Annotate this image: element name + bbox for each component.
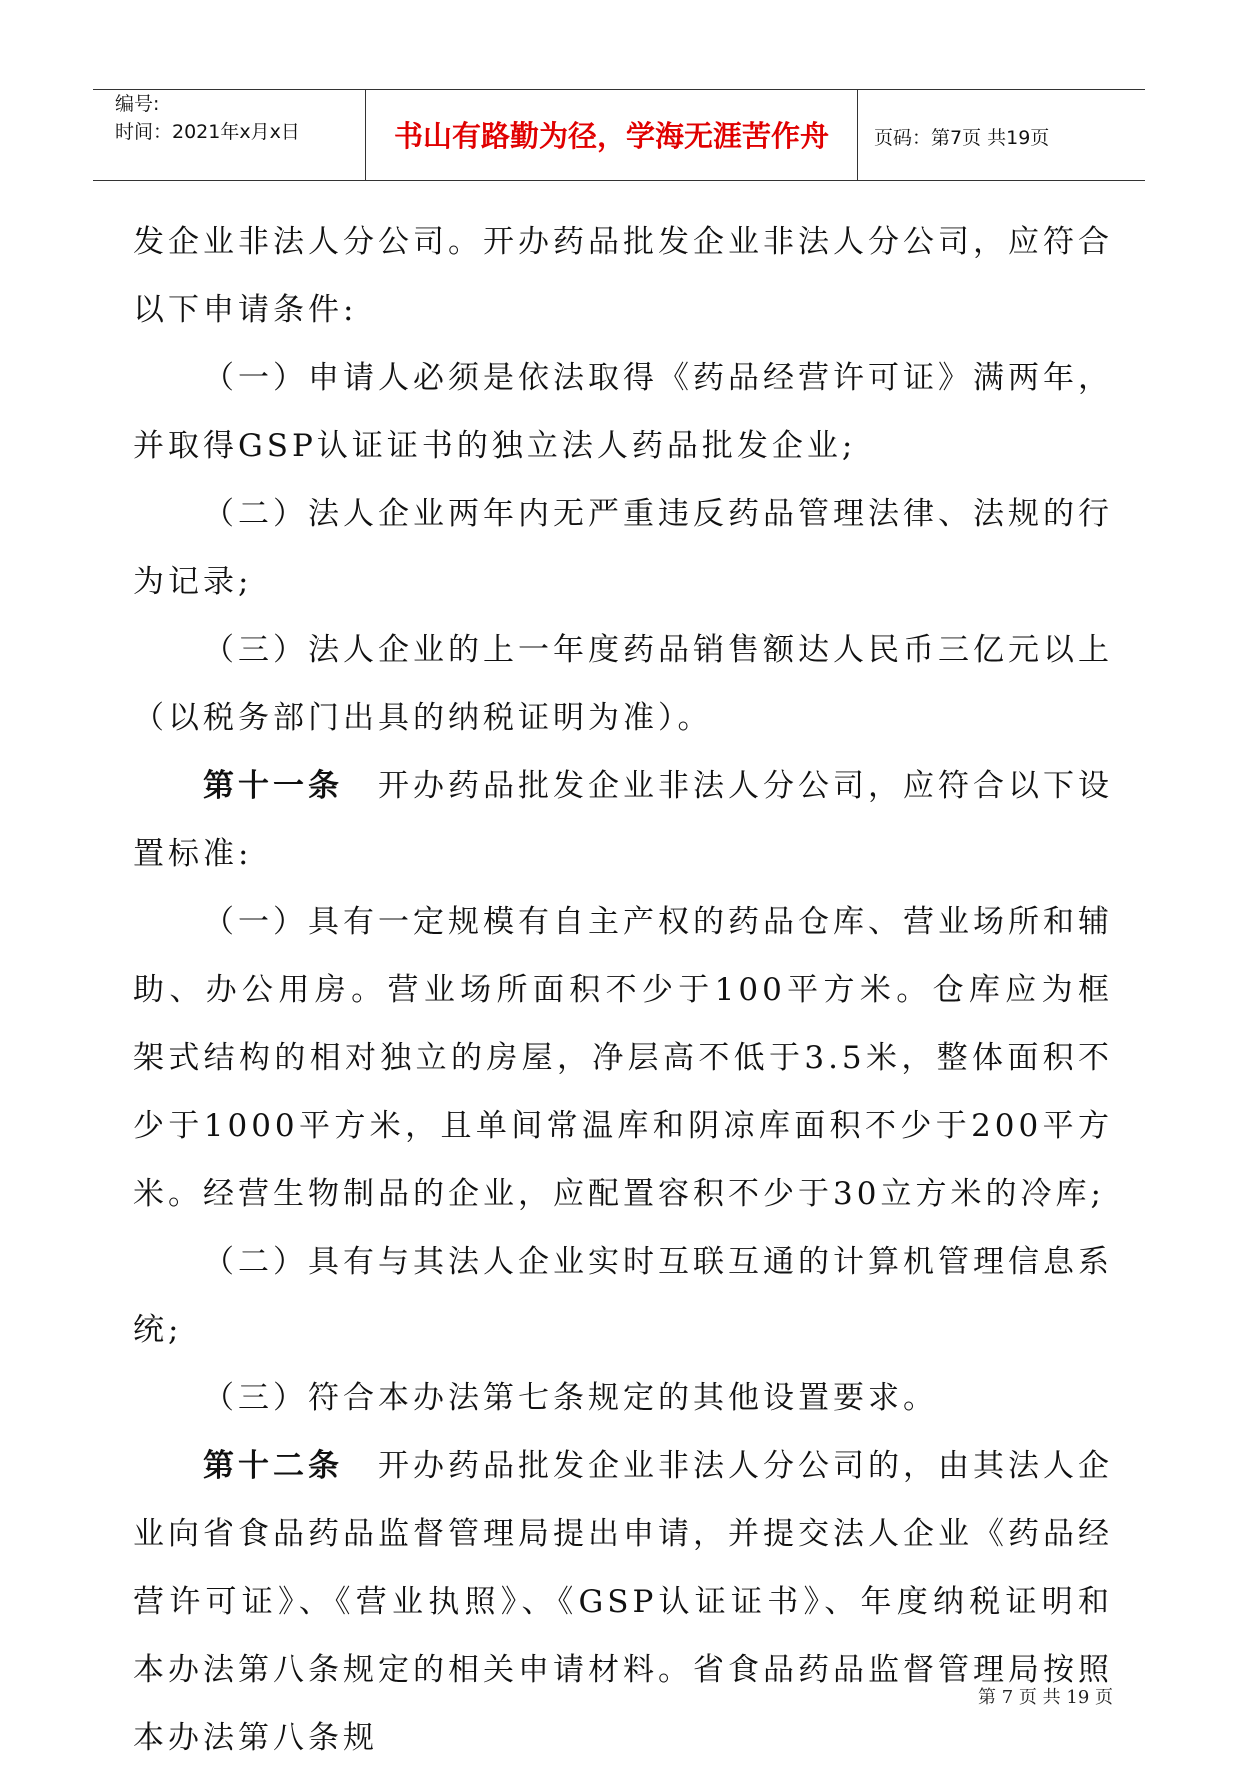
paragraph bbox=[133, 1432, 1113, 1772]
paragraph-text: （二）法人企业两年内无严重违反药品管理法律、法规的行为记录; bbox=[133, 496, 1113, 600]
paragraph-text: 开办药品批发企业非法人分公司，应符合以下设置标准: bbox=[133, 768, 1113, 872]
paragraph-text: 开办药品批发企业非法人分公司的，由其法人企业向省食品药品监督管理局提出申请，并提交法人企业《药品经营许可证》、《营业执照》、《GSP认证证书》、年度纳税证明和本办法第八条规定的相关申请材料。省食品药品监督管理局按照本办法第八条规 bbox=[133, 1448, 1113, 1756]
paragraph bbox=[133, 752, 1113, 888]
paragraph bbox=[133, 1364, 1113, 1432]
paragraph-text: （一）具有一定规模有自主产权的药品仓库、营业场所和辅助、办公用房。营业场所面积不少于100平方米。仓库应为框架式结构的相对独立的房屋，净层高不低于3.5米，整体面积不少于1000平方米，且单间常温库和阴凉库面积不少于200平方米。经营生物制品的企业，应配置容积不少于30立方米的冷库; bbox=[133, 904, 1113, 1212]
paragraph-text: （三）符合本办法第七条规定的其他设置要求。 bbox=[203, 1380, 938, 1416]
paragraph bbox=[133, 616, 1113, 752]
header-right-cell bbox=[858, 90, 1145, 180]
paragraph-text: （二）具有与其法人企业实时互联互通的计算机管理信息系统; bbox=[133, 1244, 1113, 1348]
header-page-info: 页码：第7页 共19页 bbox=[874, 127, 1050, 149]
paragraph bbox=[133, 344, 1113, 480]
paragraph-text: （一）申请人必须是依法取得《药品经营许可证》满两年，并取得GSP认证证书的独立法人药品批发企业; bbox=[133, 360, 1113, 464]
header-motto: 书山有路勤为径，学海无涯苦作舟 bbox=[393, 119, 829, 153]
serial-number-label: 编号: bbox=[115, 93, 160, 115]
paragraph bbox=[133, 888, 1113, 1228]
paragraph bbox=[133, 208, 1113, 344]
header-left-cell bbox=[93, 90, 366, 180]
document-body bbox=[133, 208, 1113, 1772]
paragraph-text: （三）法人企业的上一年度药品销售额达人民币三亿元以上（以税务部门出具的纳税证明为准）。 bbox=[133, 632, 1113, 736]
page-footer: 第 7 页 共 19 页 bbox=[978, 1687, 1113, 1708]
paragraph bbox=[133, 1228, 1113, 1364]
header-motto-cell bbox=[366, 90, 858, 180]
paragraph-text: 发企业非法人分公司。开办药品批发企业非法人分公司，应符合以下申请条件: bbox=[133, 224, 1113, 328]
paragraph bbox=[133, 480, 1113, 616]
page-header bbox=[93, 89, 1145, 181]
time-label: 时间：2021年x月x日 bbox=[115, 121, 300, 143]
article-heading: 第十一条 bbox=[203, 768, 343, 804]
article-heading: 第十二条 bbox=[203, 1448, 343, 1484]
